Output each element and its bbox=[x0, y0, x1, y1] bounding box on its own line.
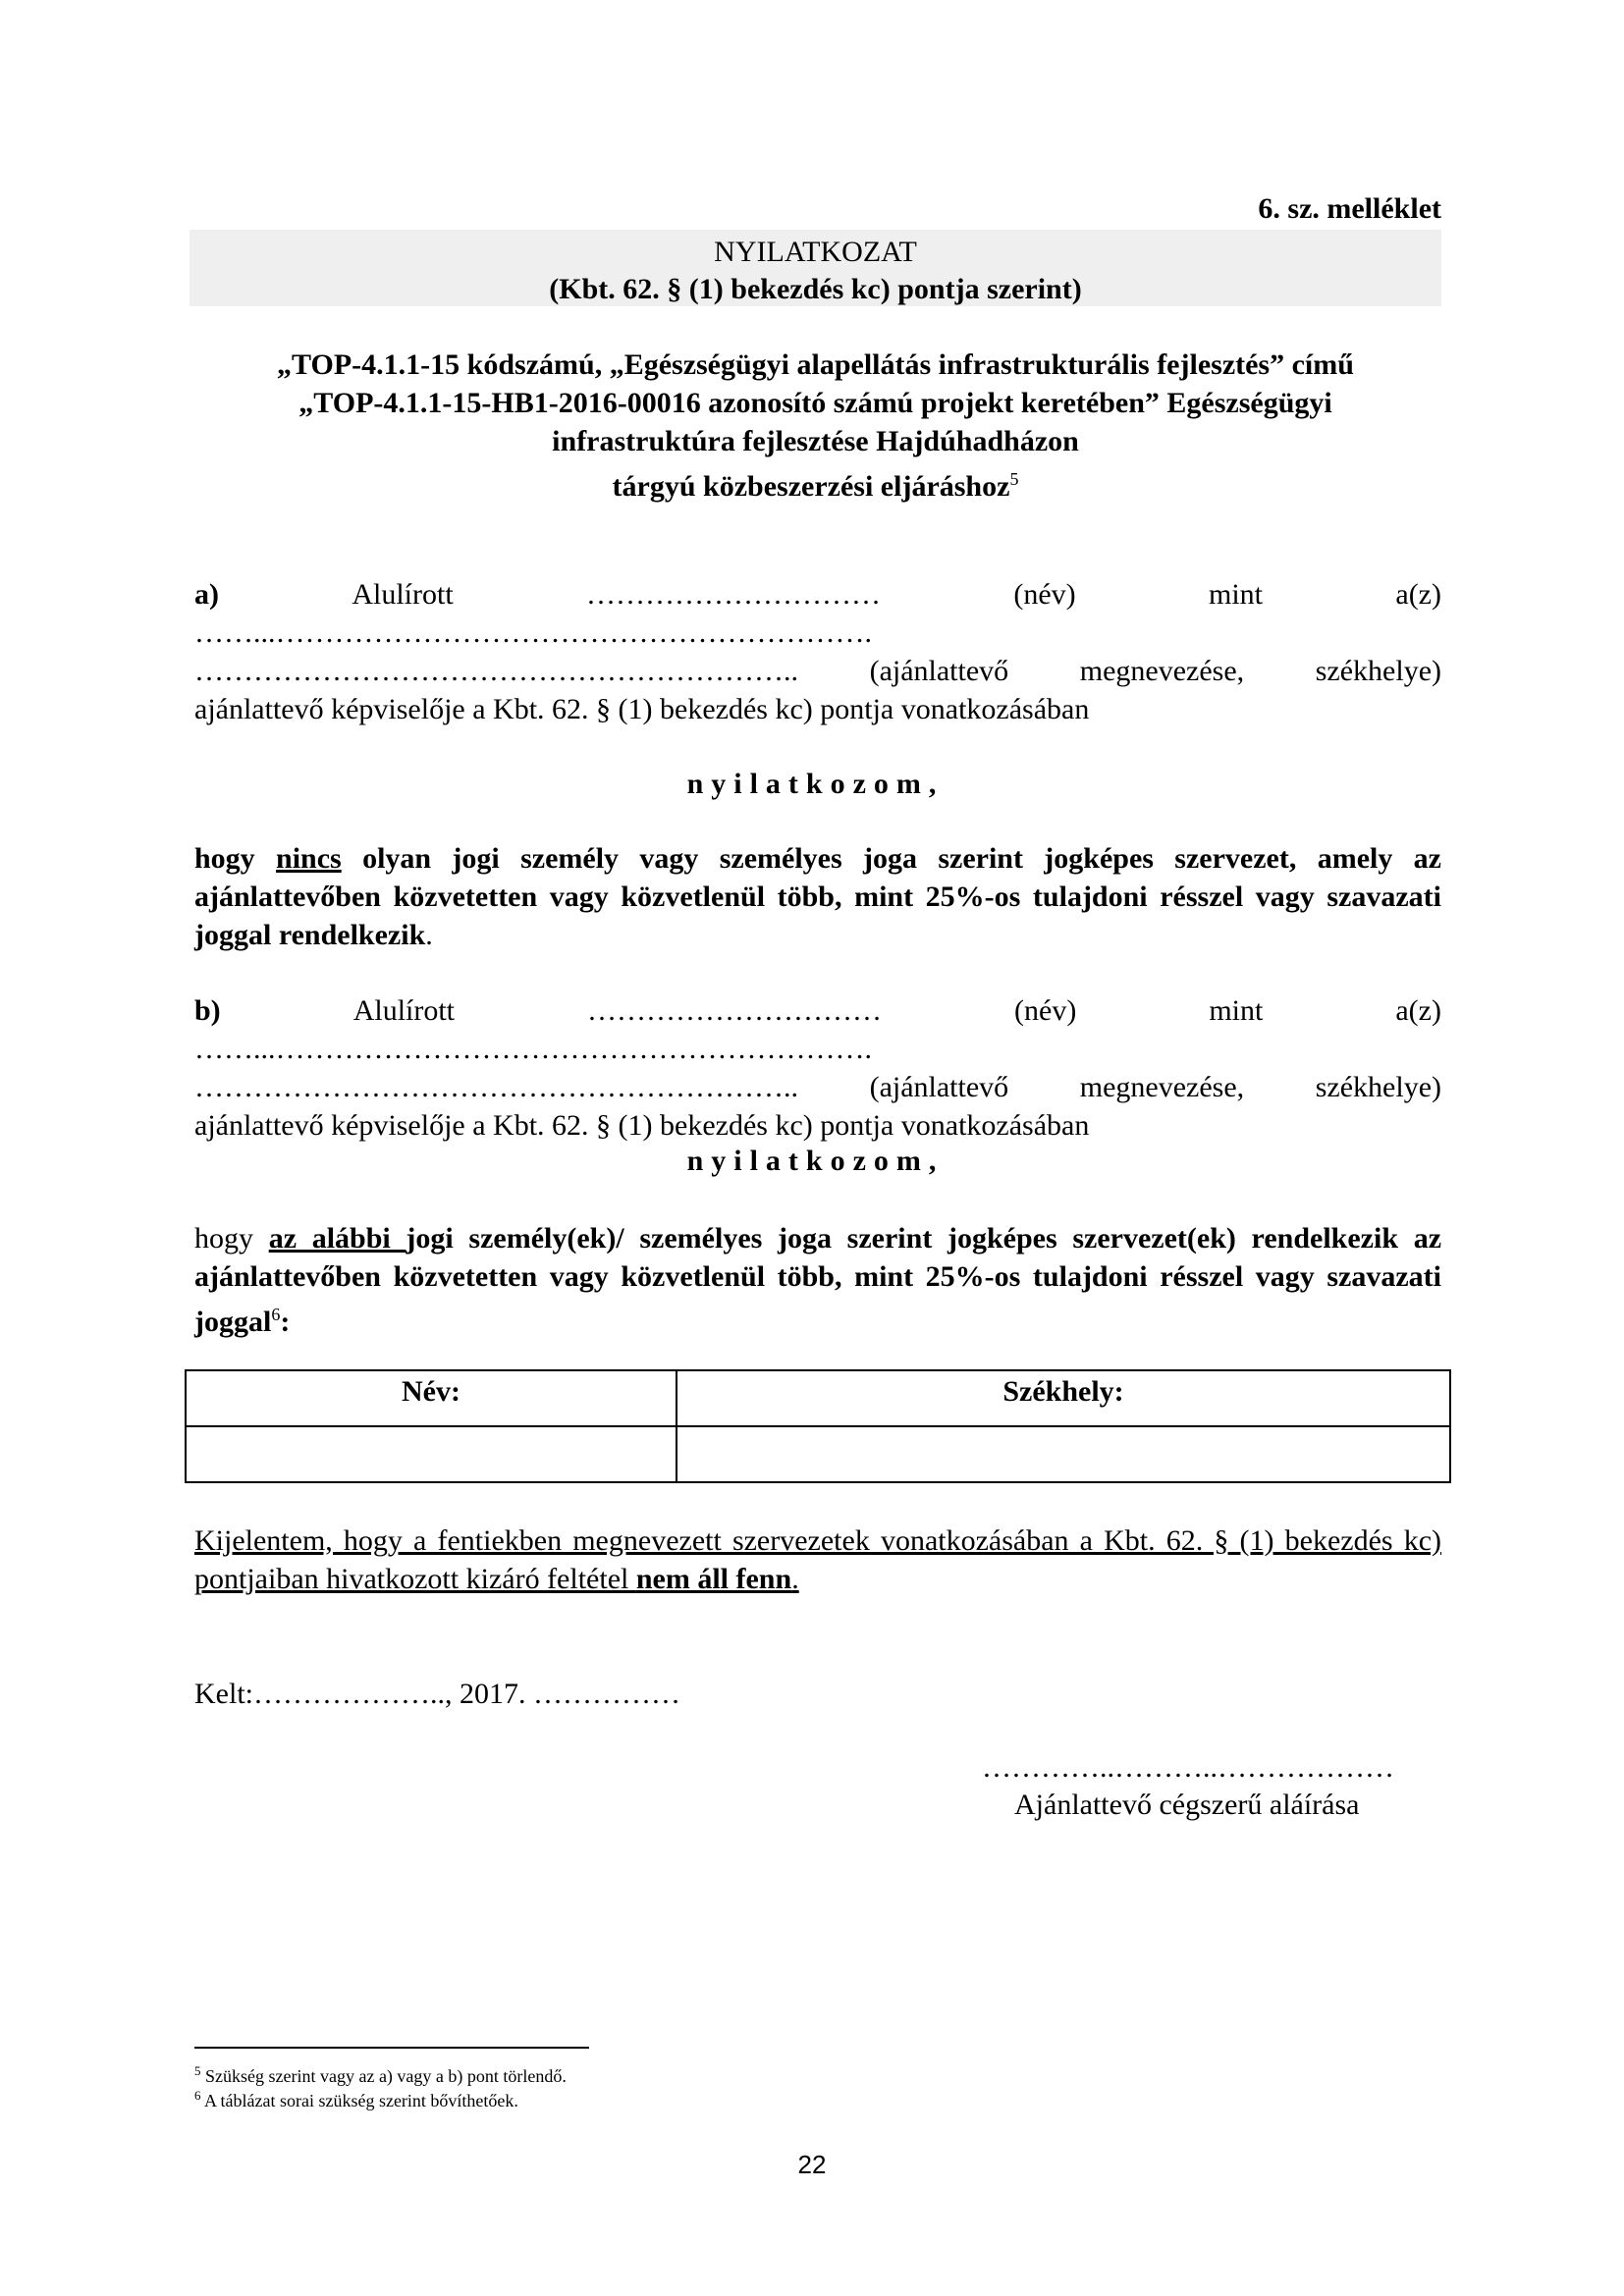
section-a-szekhelye: székhelye) bbox=[1315, 655, 1441, 687]
section-a-alulirott: Alulírott bbox=[352, 578, 454, 611]
footnote-ref-6: 6 bbox=[271, 1305, 281, 1324]
section-b-dots-line-3: …………………………………………………….. bbox=[194, 1071, 798, 1103]
section-b-alulirott: Alulírott bbox=[352, 994, 456, 1027]
section-a-name-dots: ………………………… bbox=[586, 578, 882, 611]
section-b-name-dots: ………………………… bbox=[587, 994, 883, 1027]
footnote-ref-5: 5 bbox=[1009, 469, 1019, 489]
section-b-stmt-rest: jogi személy(ek)/ személyes joga szerint jogképes szervezet(ek) rendelkezik az ajánlattevőben közvetetten vagy közvetlenül több, mint 25%-os tulajdoni résszel vagy szavazati joggal bbox=[194, 1222, 1442, 1338]
table-header-name: Név: bbox=[186, 1370, 677, 1426]
section-b-row-3 bbox=[194, 1068, 1441, 1106]
table-row bbox=[186, 1426, 1450, 1482]
section-b-stmt-alabbi: az alábbi bbox=[268, 1222, 406, 1255]
section-b-dots-line-2: ……...……………………………………………………. bbox=[194, 1033, 872, 1065]
owner-table bbox=[185, 1369, 1451, 1483]
document-subtitle: (Kbt. 62. § (1) bekezdés kc) pontja szerint) bbox=[549, 273, 1082, 305]
section-a-declare: nyilatkozom, bbox=[686, 768, 945, 800]
table-cell-seat[interactable] bbox=[677, 1426, 1450, 1482]
section-a-stmt-rest: olyan jogi személy vagy személyes joga szerint jogképes szervezet, amely az ajánlattevőben közvetetten vagy közvetlenül több, mint 25%-os tulajdoni résszel vagy szavazati joggal rendelkezik bbox=[194, 842, 1441, 951]
section-a-mint: mint bbox=[1209, 578, 1264, 611]
section-a-intro bbox=[194, 575, 1441, 728]
subject-line-2: „TOP-4.1.1-15-HB1-2016-00016 azonosító számú projekt keretében” Egészségügyi bbox=[298, 387, 1332, 419]
section-b-statement bbox=[194, 1219, 1441, 1341]
section-a-row-1 bbox=[194, 575, 1441, 614]
section-b-line-4: ajánlattevő képviselője a Kbt. 62. § (1) bekezdés kc) pontja vonatkozásában bbox=[194, 1109, 1090, 1142]
annex-label: 6. sz. melléklet bbox=[1258, 192, 1441, 225]
section-a-name-hint: (név) bbox=[1013, 578, 1076, 611]
closing-part-1: Kijelentem, hogy a fentiekben megnevezett szervezetek vonatkozásában a Kbt. 62. § (1) bekezdés kc) pontjaiban hivatkozott kizáró feltétel bbox=[194, 1524, 1441, 1595]
section-b-row-1 bbox=[194, 991, 1441, 1030]
signature-label: Ajánlattevő cégszerű aláírása bbox=[1014, 1789, 1360, 1821]
closing-statement bbox=[194, 1522, 1441, 1598]
footnote-6 bbox=[194, 2084, 518, 2112]
section-b-mint: mint bbox=[1209, 994, 1264, 1027]
section-a-stmt-nincs: nincs bbox=[276, 842, 342, 875]
section-a-statement bbox=[194, 839, 1441, 954]
section-a-dots-line-3: …………………………………………………….. bbox=[194, 655, 798, 687]
section-a-dots-line-2: ……...……………………………………………………. bbox=[194, 616, 872, 649]
section-b-declare: nyilatkozom, bbox=[686, 1145, 945, 1177]
footnote-5-num: 5 bbox=[194, 2063, 201, 2078]
section-b-szekhelye: székhelye) bbox=[1315, 1071, 1441, 1103]
table-header-seat: Székhely: bbox=[677, 1370, 1450, 1426]
subject-line-1: „TOP-4.1.1-15 kódszámú, „Egészségügyi alapellátás infrastrukturális fejlesztés” című bbox=[277, 348, 1354, 381]
section-a-stmt-pre: hogy bbox=[194, 842, 277, 875]
subject-line-4-text: tárgyú közbeszerzési eljáráshoz bbox=[612, 470, 1010, 503]
section-a-row-3 bbox=[194, 652, 1441, 690]
page-number: 22 bbox=[797, 2150, 827, 2179]
signature-dots: …………..………..……………… bbox=[982, 1751, 1394, 1784]
subject-block bbox=[189, 346, 1441, 506]
footnote-6-num: 6 bbox=[194, 2088, 201, 2103]
section-a-megnevezese: megnevezése, bbox=[1079, 655, 1245, 687]
section-b-name-hint: (név) bbox=[1014, 994, 1077, 1027]
table-cell-name[interactable] bbox=[186, 1426, 677, 1482]
section-a-stmt-end: . bbox=[425, 919, 433, 951]
section-b-megnevezese: megnevezése, bbox=[1079, 1071, 1245, 1103]
section-a-line-4: ajánlattevő képviselője a Kbt. 62. § (1) bekezdés kc) pontja vonatkozásában bbox=[194, 693, 1090, 725]
footnote-6-text: A táblázat sorai szükség szerint bővíthetőek. bbox=[200, 2091, 518, 2110]
section-a-letter: a) bbox=[194, 578, 219, 611]
footnote-5-text: Szükség szerint vagy az a) vagy a b) pont törlendő. bbox=[200, 2066, 567, 2086]
subject-line-3: infrastruktúra fejlesztése Hajdúhadházon bbox=[552, 425, 1079, 457]
section-b-az: a(z) bbox=[1395, 994, 1441, 1027]
date-line[interactable]: Kelt:……………….., 2017. …………… bbox=[194, 1678, 680, 1710]
section-b-stmt-pre: hogy bbox=[194, 1222, 269, 1255]
section-b-letter: b) bbox=[194, 994, 221, 1027]
section-b-stmt-end: : bbox=[280, 1306, 291, 1338]
table-header-row bbox=[186, 1370, 1450, 1426]
document-title: NYILATKOZAT bbox=[714, 236, 917, 268]
footnote-separator bbox=[194, 2047, 589, 2049]
section-a-az: a(z) bbox=[1395, 578, 1441, 611]
closing-part-end: . bbox=[791, 1563, 799, 1595]
section-b-intro bbox=[194, 991, 1441, 1145]
section-b-ajanlattevo: (ajánlattevő bbox=[869, 1071, 1009, 1103]
subject-line-4 bbox=[189, 460, 1441, 506]
closing-part-bold: nem áll fenn bbox=[635, 1563, 792, 1595]
section-a-ajanlattevo: (ajánlattevő bbox=[869, 655, 1009, 687]
